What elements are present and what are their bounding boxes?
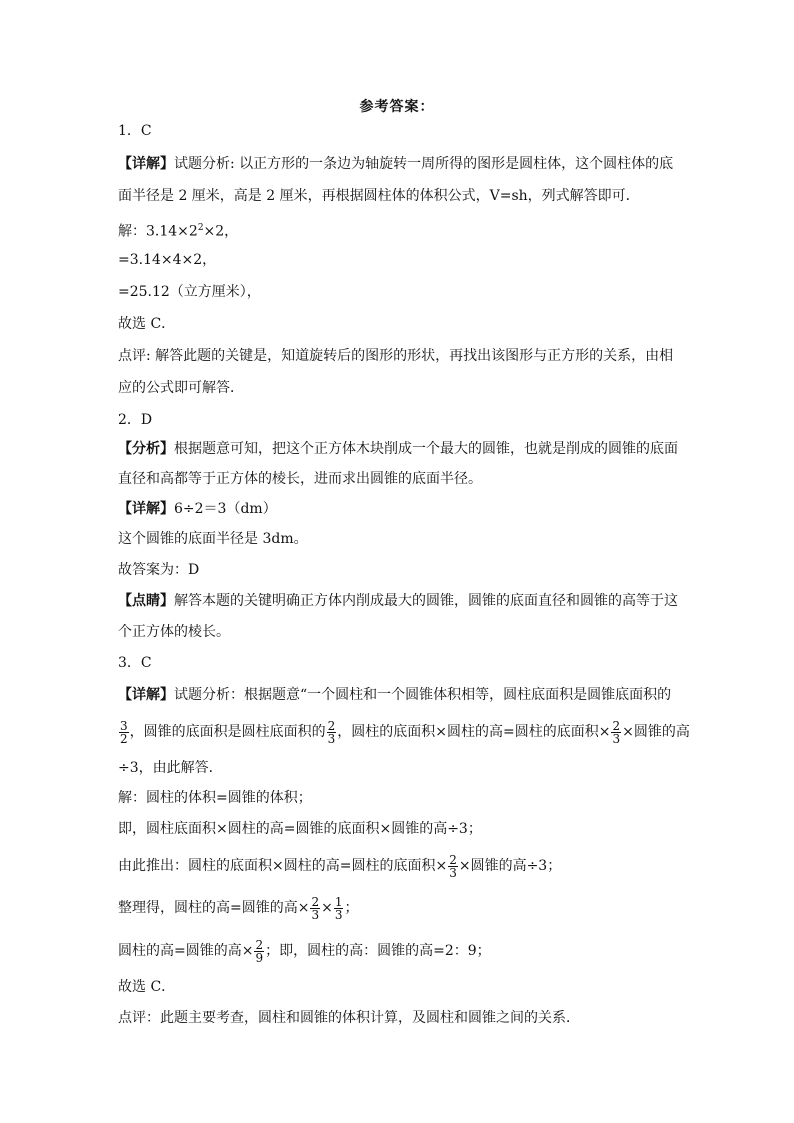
- q2-point-line1: [118, 590, 678, 612]
- q1-solution-line3: =25.12（立方厘米），: [118, 284, 261, 300]
- fraction-3-2: $\frac{3}{2}$: [120, 718, 128, 746]
- q3-sol4-text-a: 整理得，圆柱的高=圆锥的高×: [118, 900, 310, 916]
- fraction-2-3: $\frac{2}{3}$: [327, 718, 336, 746]
- q1-solution-line2: =3.14×4×2，: [118, 252, 217, 268]
- q2-analysis-text1: 根据题意可知，把这个正方体木块削成一个最大的圆锥，也就是削成的圆锥的底面: [174, 441, 678, 457]
- q1-comment-line2: 应的公式即可解答．: [118, 380, 244, 396]
- q3-line2-text-a: ，圆锥的底面积是圆柱底面积的: [129, 724, 326, 740]
- fraction-2-3: $\frac{2}{3}$: [612, 718, 621, 746]
- q3-solution-line2: 即，圆柱底面积×圆柱的高=圆锥的底面积×圆锥的高÷3；: [118, 821, 482, 837]
- q1-solution-line1: [118, 217, 238, 243]
- q2-radius-line: 这个圆锥的底面半径是 3dm。: [118, 531, 308, 547]
- q2-number: 2．D: [118, 412, 153, 428]
- q3-solution-line4: [118, 893, 358, 923]
- q1-number: 1．C: [118, 123, 152, 139]
- q2-detail-tag: 【详解】: [118, 501, 174, 517]
- q1-detail-line1: [118, 153, 673, 175]
- q1-detail-line2: 面半径是 2 厘米，高是 2 厘米，再根据圆柱体的体积公式，V=sh，列式解答即可．: [118, 188, 640, 204]
- q3-detail-text1: 试题分析：根据题意“一个圆柱和一个圆锥体积相等，圆柱底面积是圆锥底面积的: [174, 687, 672, 703]
- q1-sol1-text: 解：3.14×2: [118, 223, 198, 240]
- q3-number: 3．C: [118, 655, 152, 671]
- q3-detail-tag: 【详解】: [118, 687, 174, 703]
- q2-analysis-line2: 直径和高都等于正方体的棱长，进而求出圆锥的底面半径。: [118, 471, 482, 487]
- fraction-2-3: $\frac{2}{3}$: [311, 894, 320, 922]
- q3-sol4-text-c: ；: [344, 900, 359, 916]
- fraction-2-3: $\frac{2}{3}$: [449, 852, 457, 880]
- q3-sol3-text-b: ×圆锥的高÷3；: [458, 858, 562, 874]
- q2-point-line2: 个正方体的棱长。: [118, 624, 230, 640]
- q1-detail-text1: 试题分析: 以正方形的一条边为轴旋转一周所得的图形是圆柱体，这个圆柱体的底: [174, 156, 674, 172]
- q3-comment: 点评：此题主要考查，圆柱和圆锥的体积计算，及圆柱和圆锥之间的关系．: [118, 1010, 580, 1026]
- q3-detail-line3: ÷3，由此解答．: [118, 760, 223, 776]
- q2-point-text1: 解答本题的关键明确正方体内削成最大的圆锥，圆锥的底面直径和圆锥的高等于这: [174, 593, 678, 609]
- q3-detail-line1: [118, 684, 671, 706]
- q3-solution-line5: [118, 936, 491, 966]
- q3-line2-text-b: ，圆柱的底面积×圆柱的高=圆柱的底面积×: [337, 724, 611, 740]
- q3-line2-text-c: ×圆锥的高: [622, 724, 690, 740]
- q1-detail-tag: 【详解】: [118, 156, 174, 172]
- q2-point-tag: 【点睛】: [118, 593, 174, 609]
- q3-sol5-text-a: 圆柱的高=圆锥的高×: [118, 943, 254, 959]
- q1-sol1-exponent: 2: [197, 223, 204, 233]
- q3-sol4-text-b: ×: [321, 900, 333, 916]
- q1-sol1-tail: ×2，: [203, 223, 239, 240]
- q1-choice: 故选 C．: [118, 316, 176, 332]
- q2-answer: 故答案为：D: [118, 562, 200, 578]
- q3-solution-line1: 解：圆柱的体积=圆锥的体积；: [118, 790, 312, 806]
- q2-detail-line: [118, 498, 277, 520]
- q3-sol5-text-b: ；即，圆柱的高：圆锥的高=2：9；: [265, 943, 491, 959]
- q2-detail-text: 6÷2＝3（dm）: [174, 501, 277, 517]
- q2-analysis-line1: [118, 438, 678, 460]
- q3-choice: 故选 C．: [118, 979, 176, 995]
- q2-analysis-tag: 【分析】: [118, 441, 174, 457]
- fraction-2-9: $\frac{2}{9}$: [255, 937, 264, 965]
- q3-solution-line3: [118, 851, 561, 881]
- page-title: 参考答案：: [359, 99, 435, 115]
- q1-comment-line1: 点评: 解答此题的关键是，知道旋转后的图形的形状，再找出该图形与正方形的关系，由相: [118, 348, 674, 364]
- fraction-1-3: $\frac{1}{3}$: [334, 894, 343, 922]
- q3-detail-line2: [118, 717, 690, 747]
- q3-sol3-text-a: 由此推出：圆柱的底面积×圆柱的高=圆柱的底面积×: [118, 858, 448, 874]
